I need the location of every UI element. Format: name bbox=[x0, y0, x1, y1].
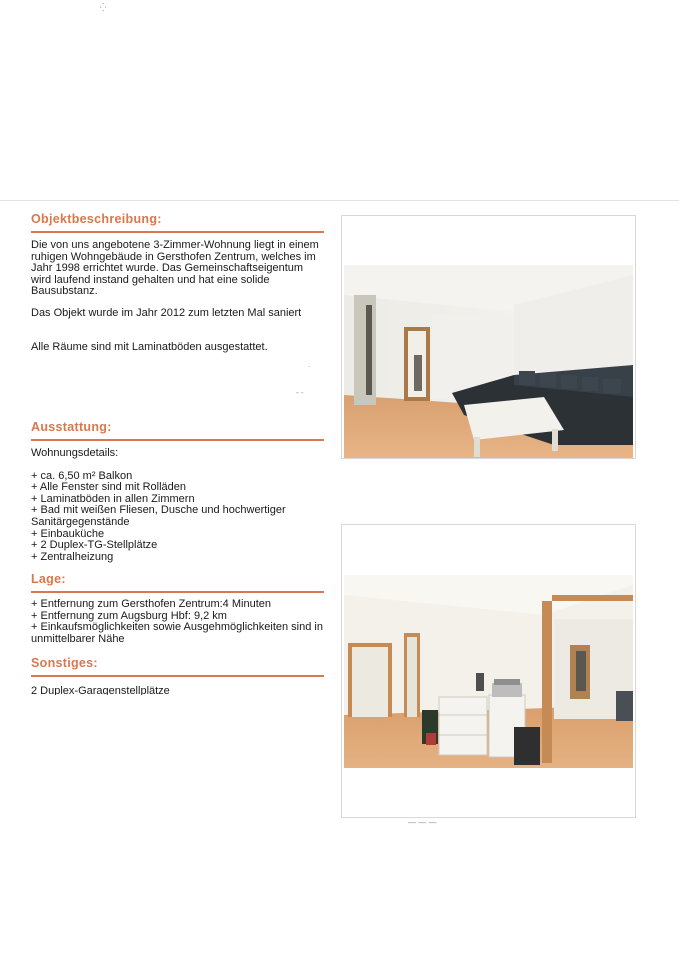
flooring-note: Alle Räume sind mit Laminatböden ausgestattet. bbox=[31, 340, 268, 353]
scan-speck: . bbox=[308, 360, 311, 369]
list-item: + Zentralheizung bbox=[31, 550, 114, 563]
photo-office-room bbox=[344, 575, 633, 768]
list-item: + Bad mit weißen Fliesen, Dusche und hochwertiger Sanitärgegenstände bbox=[31, 504, 286, 528]
location-list bbox=[31, 599, 324, 645]
section-heading: Sonstiges: bbox=[31, 656, 324, 677]
list-item: + Entfernung zum Gersthofen Zentrum:4 Minuten bbox=[31, 598, 271, 610]
photo-living-room bbox=[344, 265, 633, 458]
list-item: + Einkaufsmöglichkeiten sowie Ausgehmöglichkeiten sind in unmittelbarer Nähe bbox=[31, 621, 323, 645]
scan-speck: ⁛ bbox=[100, 3, 107, 12]
section-ausstattung bbox=[31, 420, 324, 563]
details-intro: Wohnungsdetails: bbox=[31, 447, 119, 459]
description-paragraph: Die von uns angebotene 3-Zimmer-Wohnung liegt in einem ruhigen Wohngebäude in Gersthofen Zentrum, welches im Jahr 1998 errichtet wurde. Das Gemeinschaftseigentum wird laufend instand gehalten und hat eine solide Bausubstanz. bbox=[31, 239, 319, 298]
section-sonstiges bbox=[31, 656, 324, 695]
section-heading: Ausstattung: bbox=[31, 420, 324, 441]
scan-divider-line bbox=[0, 200, 679, 201]
features-list bbox=[31, 471, 324, 564]
scan-speck: - - bbox=[296, 388, 304, 397]
office-room-image bbox=[344, 575, 633, 768]
scan-speck: — — — bbox=[408, 818, 437, 827]
list-item: + Entfernung zum Augsburg Hbf: 9,2 km bbox=[31, 609, 227, 622]
list-item: + 2 Duplex-TG-Stellplätze bbox=[31, 539, 158, 552]
section-lage bbox=[31, 572, 324, 645]
section-objektbeschreibung bbox=[31, 212, 324, 353]
list-item: + Laminatböden in allen Zimmern bbox=[31, 492, 195, 505]
list-item: + ca. 6,50 m² Balkon bbox=[31, 469, 133, 482]
renovation-note: Das Objekt wurde im Jahr 2012 zum letzten Mal saniert bbox=[31, 306, 302, 319]
section-heading: Lage: bbox=[31, 572, 324, 593]
section-heading: Objektbeschreibung: bbox=[31, 212, 324, 233]
list-item: + Einbauküche bbox=[31, 527, 105, 540]
living-room-image bbox=[344, 265, 633, 458]
list-item: + Alle Fenster sind mit Rolläden bbox=[31, 481, 186, 494]
other-text: 2 Duplex-Garagenstellplätze bbox=[31, 686, 170, 695]
